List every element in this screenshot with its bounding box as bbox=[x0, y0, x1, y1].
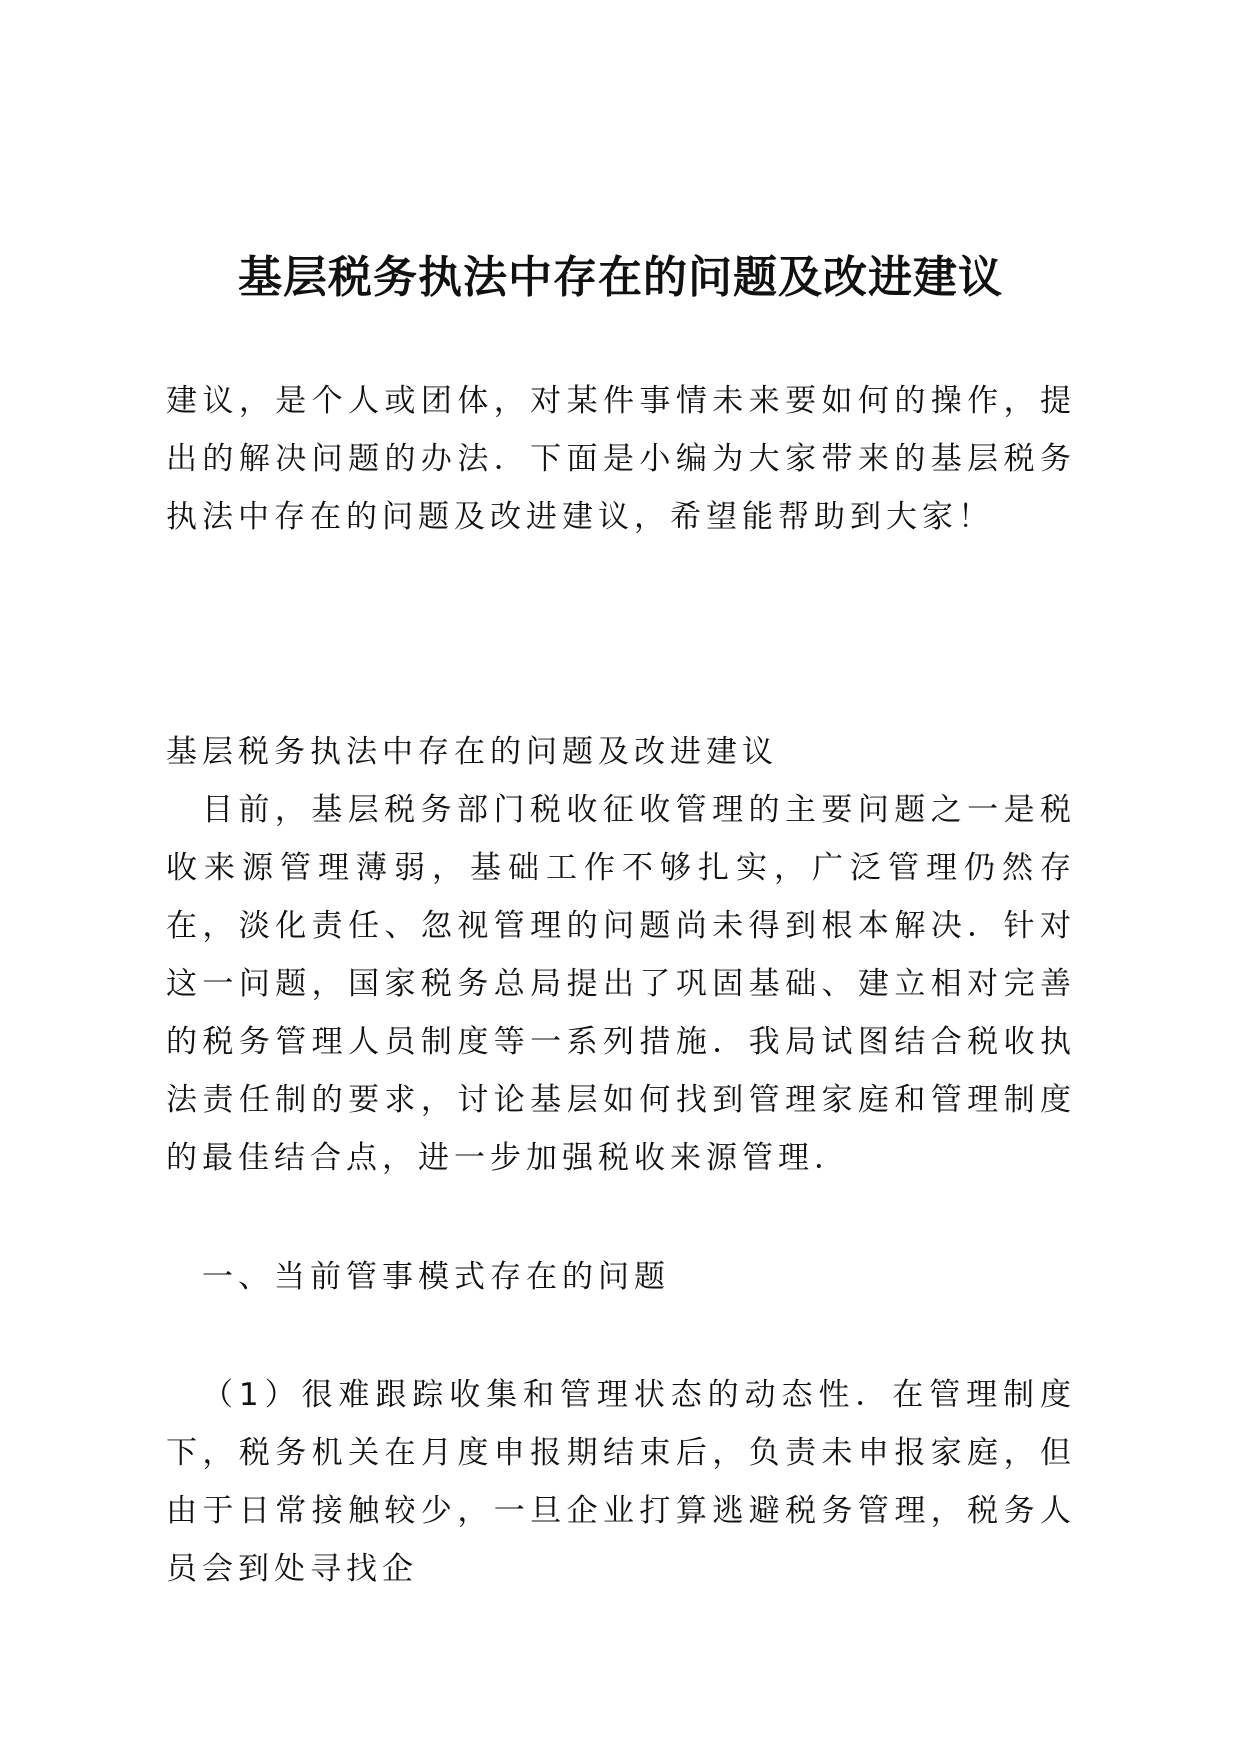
article-subtitle: 基层税务执法中存在的问题及改进建议 bbox=[166, 734, 778, 770]
section-heading: 一、当前管事模式存在的问题 bbox=[202, 1259, 670, 1295]
body-paragraph: 目前，基层税务部门税收征收管理的主要问题之一是税收来源管理薄弱，基础工作不够扎实，广泛管理仍然存在，淡化责任、忽视管理的问题尚未得到根本解决．针对这一问题，国家税务总局提出了巩固基础、建立相对完善的税务管理人员制度等一系列措施．我局试图结合税收执法责任制的要求，讨论基层如何找到管理家庭和管理制度的最佳结合点，进一步加强税收来源管理． bbox=[166, 792, 1076, 1176]
intro-paragraph: 建议，是个人或团体，对某件事情未来要如何的操作，提出的解决问题的办法．下面是小编为大家带来的基层税务执法中存在的问题及改进建议，希望能帮助到大家！ bbox=[166, 383, 1076, 535]
body-paragraph: （1）很难跟踪收集和管理状态的动态性．在管理制度下，税务机关在月度申报期结束后，负责未申报家庭，但由于日常接触较少，一旦企业打算逃避税务管理，税务人员会到处寻找企 bbox=[166, 1377, 1076, 1587]
document-title: 基层税务执法中存在的问题及改进建议 bbox=[238, 252, 1003, 303]
